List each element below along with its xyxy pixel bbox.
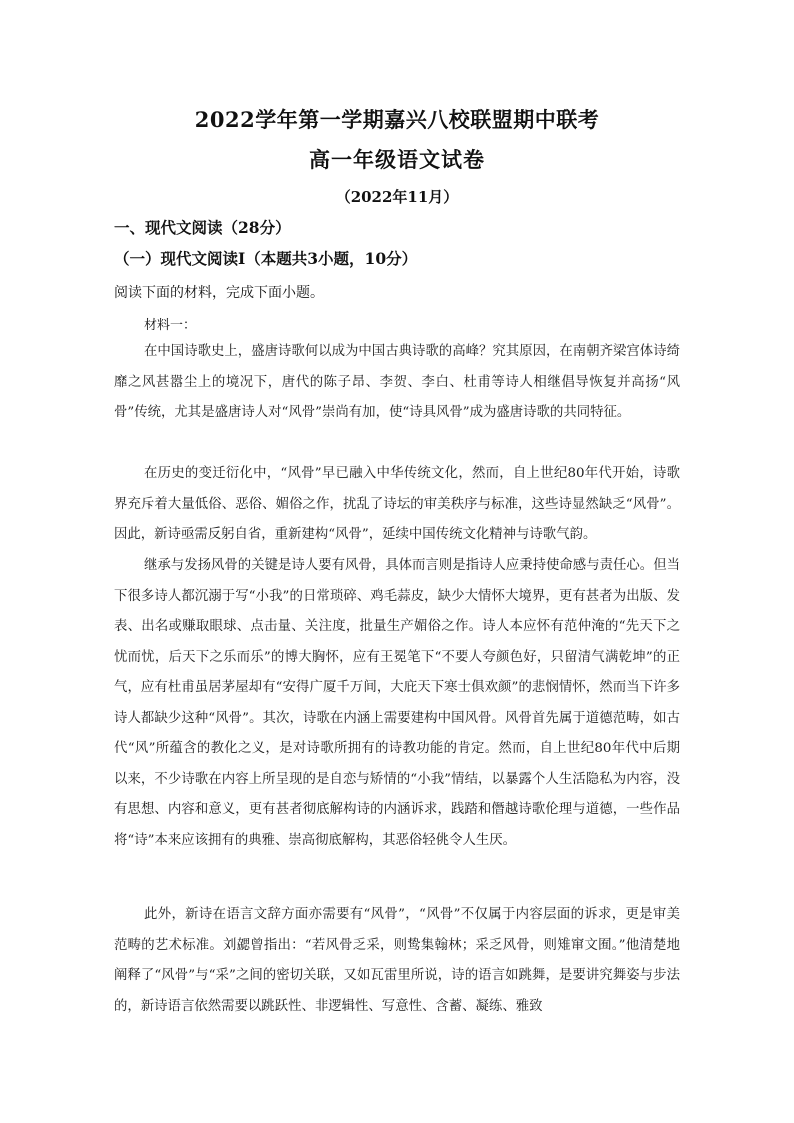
exam-date: （2022年11月） xyxy=(335,188,459,206)
subject-title: 高一年级语文试卷 xyxy=(309,147,485,172)
paragraph: 此外，新诗在语言文辞方面亦需要有“风骨”，“风骨”不仅属于内容层面的诉求，更是审美范畴的艺术标准。刘勰曾指出：“若风骨乏采，则鸷集翰林；采乏风骨，则雉窜文囿。”他清楚地阐释了“风骨”与“采”之间的密切关联，又如瓦雷里所说，诗的语言如跳舞，是要讲究舞姿与步法的，新诗语言依然需要以跳跃性、非逻辑性、写意性、含蓄、凝练、雅致 xyxy=(114,907,680,1014)
material-label: 材料一： xyxy=(144,318,197,333)
reading-instruction: 阅读下面的材料，完成下面小题。 xyxy=(114,285,324,301)
paragraph: 在中国诗歌史上，盛唐诗歌何以成为中国古典诗歌的高峰？究其原因，在南朝齐梁宫体诗绮靡之风甚嚣尘上的境况下，唐代的陈子昂、李贺、李白、杜甫等诗人相继倡导恢复并高扬“风骨”传统，尤其是盛唐诗人对“风骨”崇尚有加，使“诗具风骨”成为盛唐诗歌的共同特征。 xyxy=(114,344,680,420)
paragraph: 继承与发扬风骨的关键是诗人要有风骨，具体而言则是指诗人应秉持使命感与责任心。但当下很多诗人都沉溺于写“小我”的日常琐碎、鸡毛蒜皮，缺少大情怀大境界，更有甚者为出版、发表、出名或赚取眼球、点击量、关注度，批量生产媚俗之作。诗人本应怀有范仲淹的“先天下之忧而忧，后天下之乐而乐”的博大胸怀，应有王冕笔下“不要人夸颜色好，只留清气满乾坤”的正气，应有杜甫虽居茅屋却有“安得广厦千万间，大庇天下寒士俱欢颜”的悲悯情怀，然而当下许多诗人都缺少这种“风骨”。其次，诗歌在内涵上需要建构中国风骨。风骨首先属于道德范畴，如古代“风”所蕴含的教化之义，是对诗歌所拥有的诗教功能的肯定。然而，自上世纪80年代中后期以来，不少诗歌在内容上所呈现的是自恋与矫情的“小我”情结，以暴露个人生活隐私为内容，没有思想、内容和意义，更有甚者彻底解构诗的内涵诉求，践踏和僭越诗歌伦理与道德，一些作品将“诗”本来应该拥有的典雅、崇高彻底解构，其恶俗轻佻令人生厌。 xyxy=(114,558,680,848)
section-heading-reading1: （一）现代文阅读I（本题共3小题，10分） xyxy=(114,249,418,268)
section-heading-part1: 一、现代文阅读（28分） xyxy=(114,218,291,237)
exam-title: 2022学年第一学期嘉兴八校联盟期中联考 xyxy=(194,107,600,132)
paragraph: 在历史的变迁衍化中，“风骨”早已融入中华传统文化，然而，自上世纪80年代开始，诗歌界充斥着大量低俗、恶俗、媚俗之作，扰乱了诗坛的审美秩序与标准，这些诗显然缺乏“风骨”。因此，新诗亟需反躬自省，重新建构“风骨”，延续中国传统文化精神与诗歌气韵。 xyxy=(114,466,680,542)
